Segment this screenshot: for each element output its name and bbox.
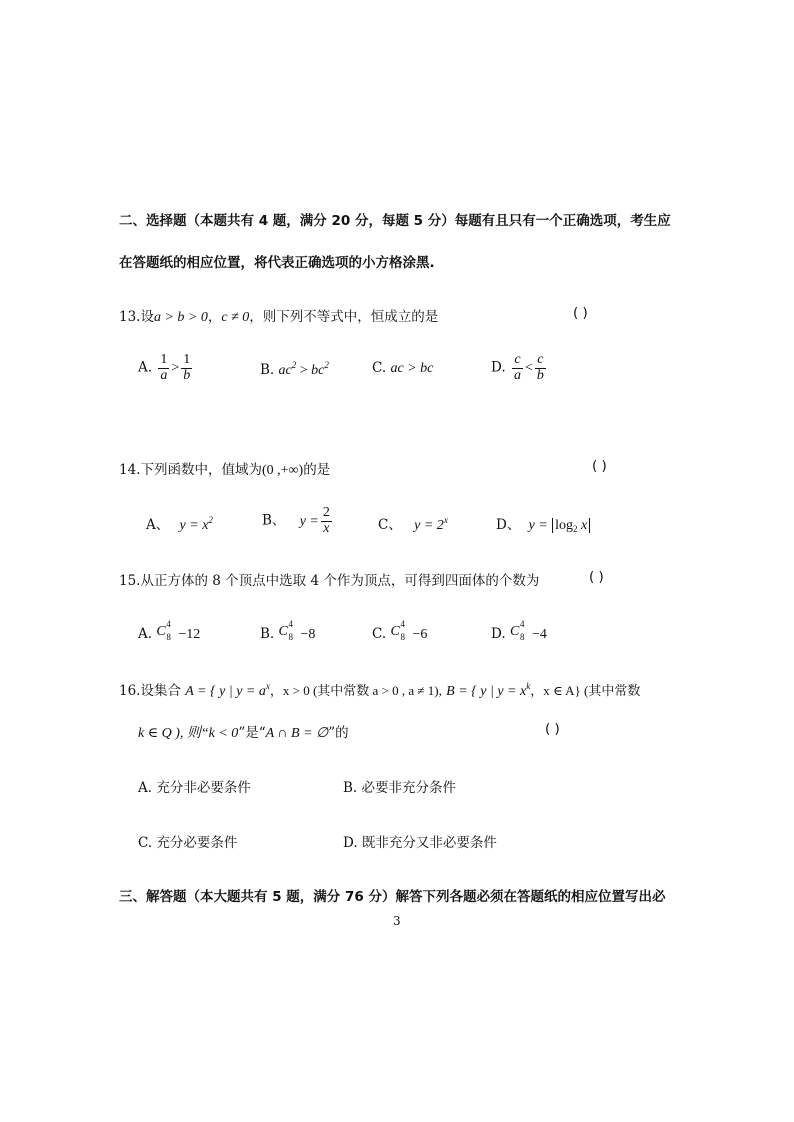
q14-option-c[interactable] — [378, 513, 448, 534]
question-13-text: ，则下列不等式中，恒成立的是 — [249, 309, 439, 325]
question-14-range: (0 ,+∞) — [261, 463, 304, 478]
q14-option-b[interactable] — [262, 506, 334, 536]
q15-option-d-label: D. — [491, 626, 506, 642]
q15-c-comb: C 4 8 — [390, 619, 405, 642]
question-16-number: 16. — [119, 683, 141, 699]
q14-option-c-label: C、 — [378, 517, 402, 533]
question-13-stem — [119, 305, 438, 326]
question-13-prefix: 设 — [140, 309, 154, 325]
question-16-stem-line1 — [119, 679, 640, 700]
q14-b-frac: $\frac{2}{x}$ — [322, 505, 330, 536]
q15-a-tail: −12 — [178, 627, 201, 642]
q14-a-expr: $y = x^2$ — [179, 515, 213, 533]
section3-heading-line1: 三、解答题（本大题共有 5 题，满分 76 分）解答下列各题必须在答题纸的相应位置写出必 — [119, 889, 666, 905]
question-15-text: 从正方体的 8 个顶点中选取 4 个作为顶点，可得到四面体的个数为 — [140, 573, 540, 589]
q13-option-b[interactable] — [260, 360, 329, 379]
q15-a-comb: C 4 8 — [156, 619, 171, 642]
q13-option-c[interactable] — [372, 360, 433, 377]
question-16-line2c: ”的 — [328, 725, 349, 741]
q13-option-b-label: B. — [260, 362, 275, 378]
question-13-answer-paren[interactable]: ( ) — [573, 305, 588, 321]
q13-a-op: > — [171, 360, 180, 376]
question-14-stem — [119, 458, 330, 479]
question-16-line1a: 设集合 — [140, 683, 181, 699]
q13-d-frac2: $\frac{c}{b}$ — [536, 352, 544, 383]
q16-option-a[interactable]: A. 充分非必要条件 — [138, 780, 251, 796]
q15-c-tail: −6 — [412, 627, 428, 642]
q16-option-b[interactable]: B. 必要非充分条件 — [343, 780, 457, 796]
question-16-stem-line2 — [138, 721, 349, 742]
q13-b-expr: $ac^2 > bc^2$ — [278, 360, 329, 378]
question-15-stem — [119, 569, 539, 589]
q13-option-a[interactable] — [138, 353, 194, 383]
q13-option-d[interactable] — [491, 353, 548, 383]
question-16-set-b: B = { y | $y = x^k$ — [446, 681, 531, 699]
question-14-number: 14. — [119, 462, 141, 478]
q13-a-frac1: $\frac{1}{a}$ — [160, 352, 168, 383]
question-16-answer-paren[interactable]: ( ) — [545, 721, 560, 737]
q13-option-c-label: C. — [372, 360, 387, 376]
q15-b-tail: −8 — [300, 627, 316, 642]
q15-option-b-label: B. — [260, 626, 275, 642]
q14-d-abs: $\log_2 x$ — [552, 518, 590, 533]
question-15-number: 15. — [119, 573, 141, 589]
q14-option-b-label: B、 — [262, 512, 286, 529]
q15-option-b[interactable] — [260, 619, 316, 643]
question-13-number: 13. — [119, 309, 141, 325]
q15-option-c-label: C. — [372, 626, 387, 642]
q15-d-tail: −4 — [531, 627, 547, 642]
q13-option-d-label: D. — [491, 359, 506, 376]
question-16-line2b: ”是“ — [238, 725, 266, 741]
q16-option-d[interactable]: D. 既非充分又非必要条件 — [343, 835, 497, 851]
q14-b-lhs: y = — [299, 513, 319, 529]
q13-d-frac1: $\frac{c}{a}$ — [513, 352, 521, 383]
q13-d-op: < — [524, 360, 533, 376]
q15-option-a[interactable] — [138, 619, 201, 643]
question-16-cond: k < 0 — [208, 726, 239, 741]
section2-heading-line1: 二、选择题（本题共有 4 题，满分 20 分，每题 5 分）每题有且只有一个正确选项，考生应 — [119, 213, 671, 229]
question-16-cond2: A ∩ B = ∅ — [265, 726, 329, 741]
question-14-answer-paren[interactable]: ( ) — [592, 458, 607, 474]
q15-option-a-label: A. — [138, 626, 153, 642]
q13-a-frac2: $\frac{1}{b}$ — [183, 352, 191, 383]
q15-option-c[interactable] — [372, 619, 428, 643]
question-14-text1: 下列函数中，值域为 — [140, 462, 262, 478]
q15-option-d[interactable] — [491, 619, 547, 643]
question-13-cond1: a > b > 0 — [153, 310, 208, 325]
section2-heading-line2: 在答题纸的相应位置，将代表正确选项的小方格涂黑. — [119, 255, 435, 271]
q14-option-a[interactable] — [146, 513, 213, 534]
question-16-set-b-cond: ，x ∈ A} (其中常数 — [530, 683, 641, 698]
question-16-line2a: k ∈ Q ), 则“ — [138, 726, 209, 741]
q14-d-lhs: y = — [528, 518, 548, 533]
q13-c-expr: ac > bc — [390, 361, 434, 376]
q15-d-comb: C 4 8 — [509, 619, 525, 642]
page-number: 3 — [393, 914, 401, 928]
q14-c-expr: $y = 2^x$ — [414, 515, 448, 533]
q15-b-comb: C 4 8 — [278, 619, 294, 642]
q14-option-a-label: A、 — [146, 517, 170, 533]
q14-option-d[interactable] — [496, 513, 590, 534]
q16-option-c[interactable]: C. 充分必要条件 — [138, 835, 238, 851]
question-14-text2: 的是 — [303, 462, 331, 478]
q14-option-d-label: D、 — [496, 517, 521, 533]
question-15-answer-paren[interactable]: ( ) — [589, 569, 604, 585]
question-16-set-a-cond: ，x > 0 (其中常数 a > 0 , a ≠ 1), — [269, 683, 442, 698]
q13-option-a-label: A. — [138, 359, 153, 376]
question-13-sep: ， — [207, 309, 222, 325]
question-13-cond2: c ≠ 0 — [221, 310, 250, 325]
question-16-set-a: A = { y | $y = a^x$ — [185, 681, 270, 699]
